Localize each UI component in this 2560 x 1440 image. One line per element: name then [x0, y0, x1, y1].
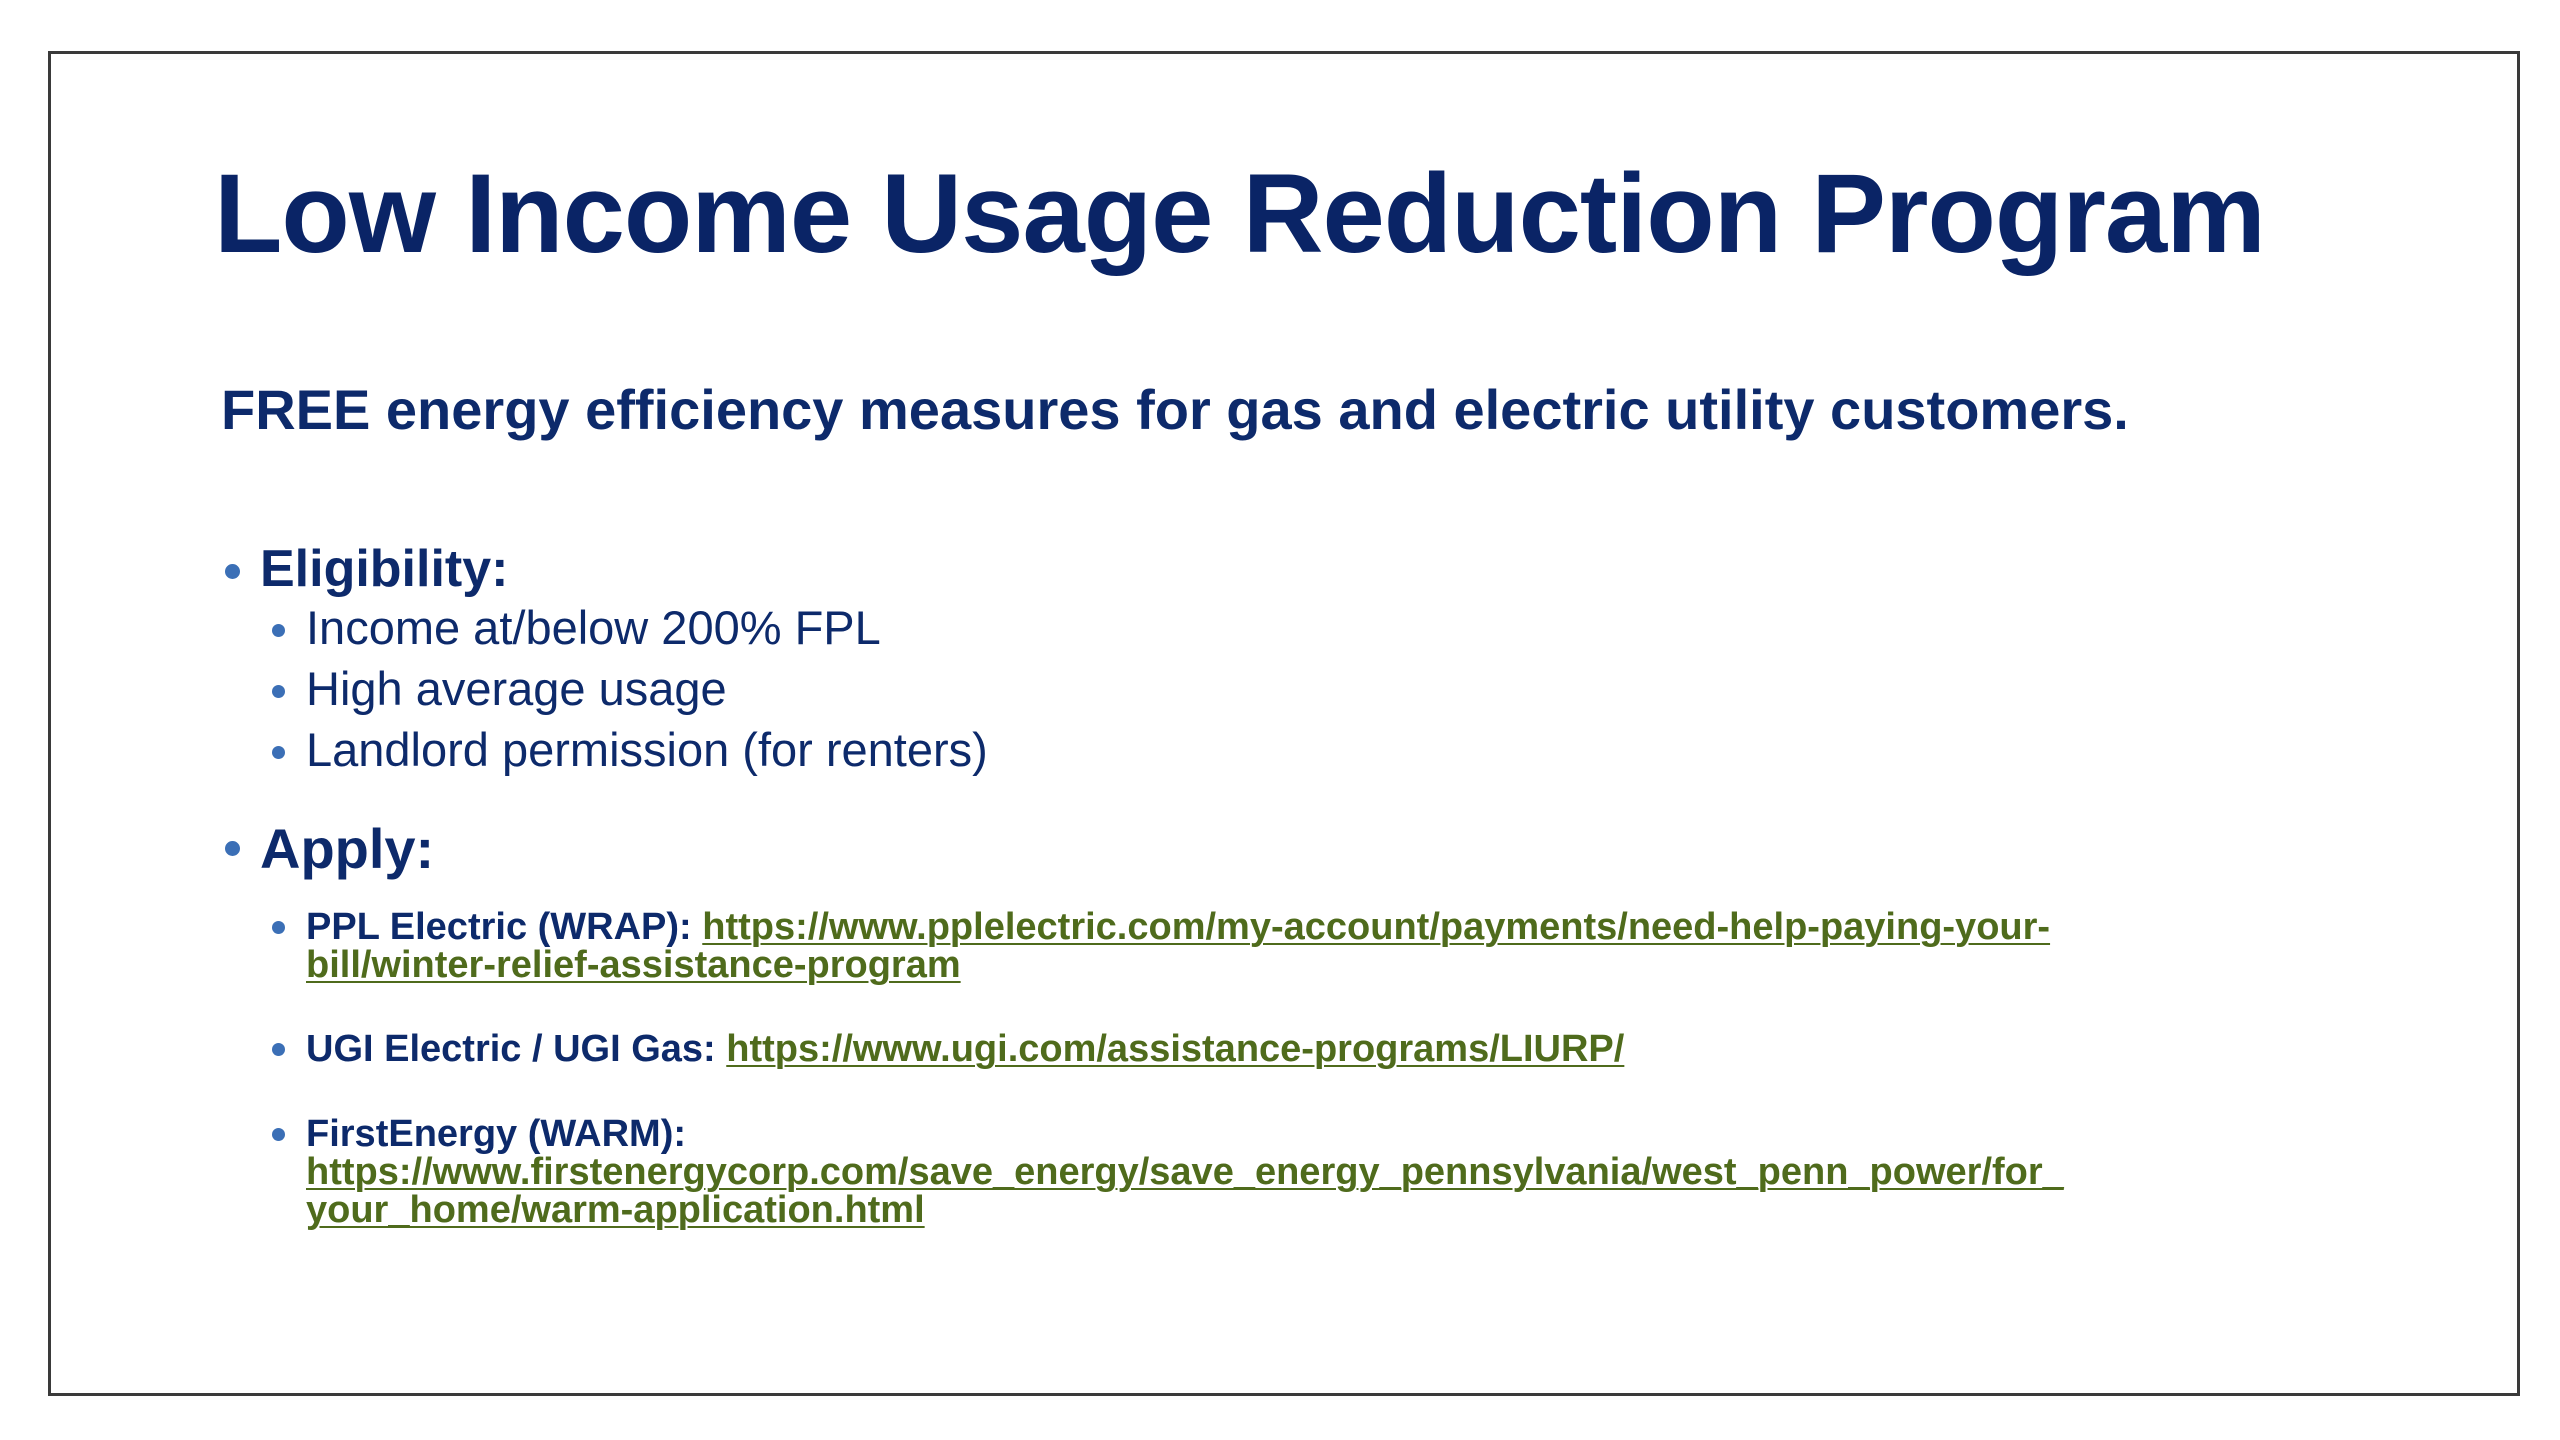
bullet-icon [225, 841, 240, 856]
eligibility-item-text: High average usage [306, 662, 727, 715]
program-label: FirstEnergy (WARM): [306, 1113, 686, 1155]
program-label: PPL Electric (WRAP): [306, 906, 703, 948]
eligibility-item-text: Landlord permission (for renters) [306, 723, 988, 776]
program-label: UGI Electric / UGI Gas: [306, 1028, 727, 1070]
bullet-icon [272, 624, 285, 637]
eligibility-item [272, 600, 881, 656]
eligibility-heading: Eligibility: [260, 540, 509, 598]
eligibility-item [272, 722, 988, 778]
eligibility-item-text: Income at/below 200% FPL [306, 601, 881, 654]
bullet-icon [272, 921, 285, 934]
apply-program-firstenergy [272, 1115, 2064, 1229]
firstenergy-link-line1[interactable]: https://www.firstenergycorp.com/save_energy/save_energy_pennsylvania/west_penn_power/for_ [306, 1151, 2064, 1193]
bullet-icon [225, 564, 240, 579]
apply-program-ppl [272, 908, 2050, 984]
bullet-icon [272, 1043, 285, 1056]
firstenergy-link-line2[interactable]: your_home/warm-application.html [306, 1189, 925, 1231]
ppl-link-line2[interactable]: bill/winter-relief-assistance-program [306, 944, 961, 986]
eligibility-bullet [225, 538, 508, 600]
apply-bullet [225, 815, 434, 882]
eligibility-item [272, 661, 727, 717]
slide-title: Low Income Usage Reduction Program [214, 151, 2265, 276]
apply-program-ugi [272, 1030, 1624, 1068]
bullet-icon [272, 1128, 285, 1141]
bullet-icon [272, 746, 285, 759]
apply-heading: Apply: [260, 817, 435, 880]
slide-subtitle: FREE energy efficiency measures for gas and electric utility customers. [221, 378, 2129, 441]
ugi-link[interactable]: https://www.ugi.com/assistance-programs/LIURP/ [726, 1028, 1625, 1070]
bullet-icon [272, 685, 285, 698]
ppl-link-line1[interactable]: https://www.pplelectric.com/my-account/payments/need-help-paying-your- [702, 906, 2051, 948]
